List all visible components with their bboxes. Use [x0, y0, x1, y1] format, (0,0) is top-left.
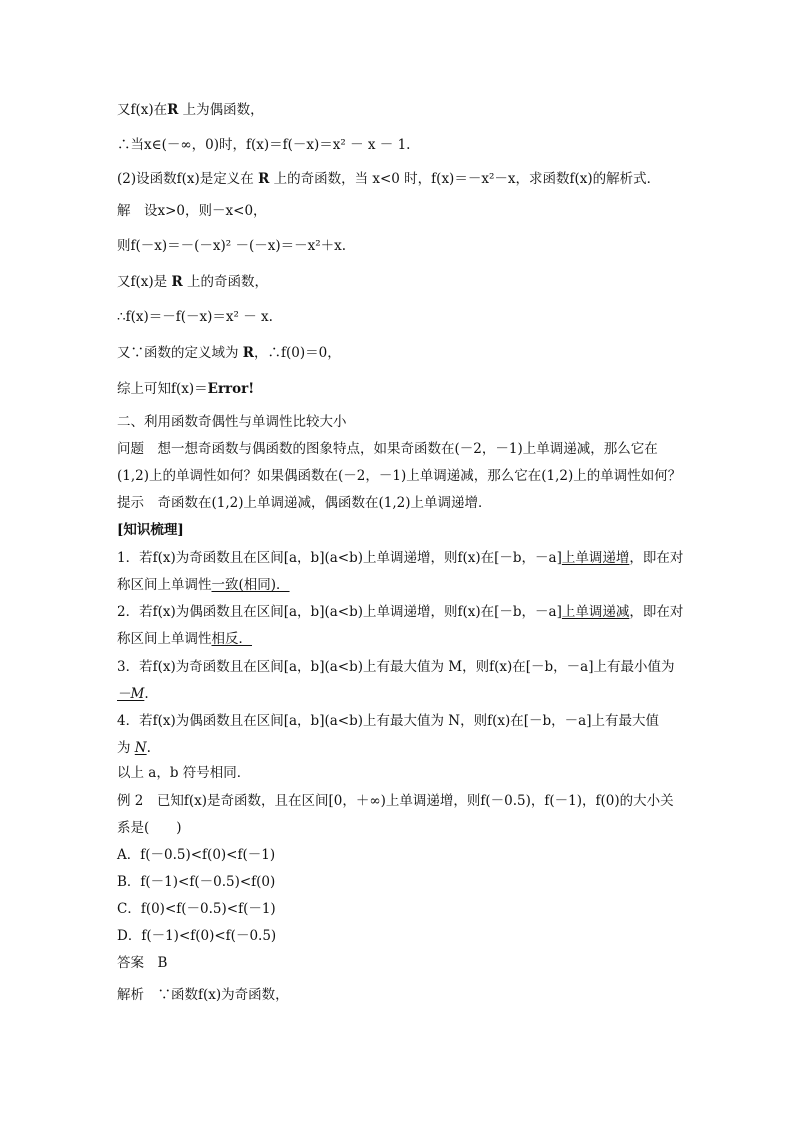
- option-b: B．f(－1)<f(－0.5)<f(0): [117, 874, 276, 890]
- point-4-line-2: 为 N.: [117, 740, 151, 756]
- point-3-line-1: 3．若f(x)为奇函数且在区间[a，b](a<b)上有最大值为 M，则f(x)在[－b，－a]上有最小值为: [117, 659, 675, 675]
- sign-note: 以上 a，b 符号相同．: [117, 765, 251, 781]
- solution-start: 解 设x>0，则－x<0，: [117, 203, 267, 219]
- analysis-line: 解析 ∵函数f(x)为奇函数，: [117, 987, 289, 1003]
- option-c: C．f(0)<f(－0.5)<f(－1): [117, 901, 276, 917]
- example-2-line-2: 系是( ): [117, 820, 182, 836]
- point-1-line-1: 1．若f(x)为奇函数且在区间[a，b](a<b)上单调递增，则f(x)在[－b，－a]上单调递增，即在对: [117, 550, 684, 566]
- question-line-2: (1,2)上的单调性如何？如果偶函数在(－2，－1)上单调递减，那么它在(1,2)上的单调性如何？: [117, 468, 682, 484]
- point-3-line-2: －M.: [117, 686, 149, 702]
- text-line-neg-domain: ∴当x∈(－∞，0)时，f(x)＝f(－x)＝x² － x － 1.: [117, 137, 411, 153]
- knowledge-summary-label: [知识梳理]: [117, 522, 184, 538]
- solution-conclusion: 综上可知f(x)＝Error!: [117, 381, 255, 397]
- solution-step-1: 则f(－x)＝－(－x)² －(－x)＝－x²＋x.: [117, 238, 347, 254]
- text-line-even-function: 又f(x)在R 上为偶函数，: [117, 102, 264, 118]
- example-2-line-1: 例 2 已知f(x)是奇函数，且在区间[0，＋∞)上单调递增，则f(－0.5)，f(－1)，f(0)的大小关: [117, 793, 674, 809]
- hint-line: 提示 奇函数在(1,2)上单调递减，偶函数在(1,2)上单调递增．: [117, 495, 492, 511]
- solution-step-4: 又∵函数的定义域为 R，∴f(0)＝0，: [117, 345, 341, 361]
- point-2-line-1: 2．若f(x)为偶函数且在区间[a，b](a<b)上单调递增，则f(x)在[－b，－a]上单调递减，即在对: [117, 604, 684, 620]
- section-heading: 二、利用函数奇偶性与单调性比较大小: [117, 414, 347, 430]
- answer-line: 答案 B: [117, 955, 168, 971]
- option-a: A．f(－0.5)<f(0)<f(－1): [117, 847, 276, 863]
- point-4-line-1: 4．若f(x)为偶函数且在区间[a，b](a<b)上有最大值为 N，则f(x)在[－b，－a]上有最大值: [117, 713, 659, 729]
- solution-step-2: 又f(x)是 R 上的奇函数，: [117, 274, 268, 290]
- question-line-1: 问题 想一想奇函数与偶函数的图象特点，如果奇函数在(－2，－1)上单调递减，那么它在: [117, 441, 658, 457]
- point-2-line-2: 称区间上单调性相反．: [117, 631, 252, 647]
- problem-2: (2)设函数f(x)是定义在 R 上的奇函数，当 x<0 时，f(x)＝－x²－x，求函数f(x)的解析式．: [117, 171, 661, 187]
- solution-step-3: ∴f(x)＝－f(－x)＝x² － x.: [117, 309, 273, 325]
- option-d: D．f(－1)<f(0)<f(－0.5): [117, 928, 277, 944]
- point-1-line-2: 称区间上单调性一致(相同)．: [117, 577, 290, 593]
